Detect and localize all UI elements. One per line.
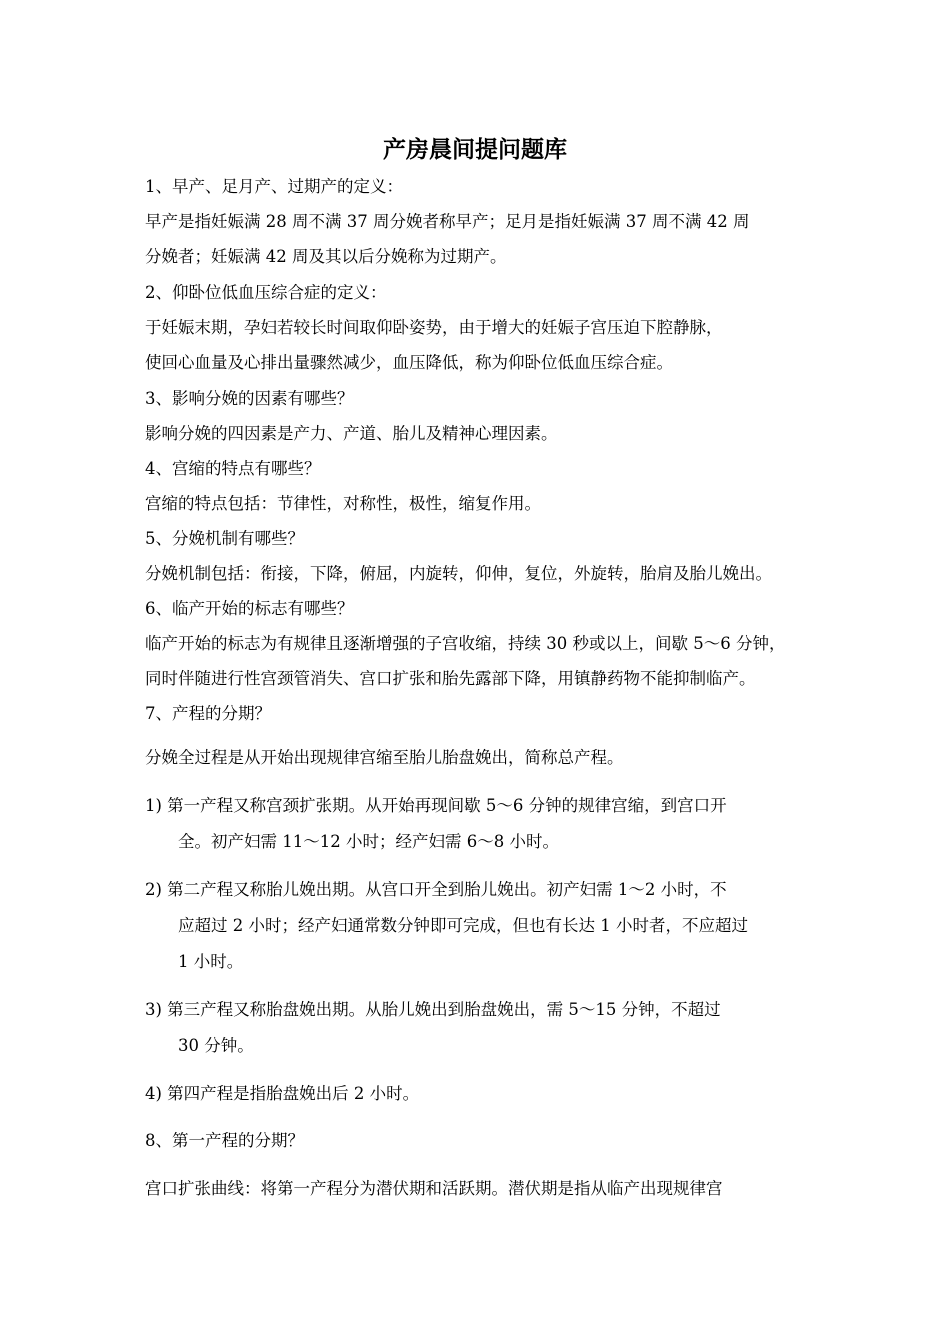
stage-1-line-2: 全。初产妇需 11～12 小时；经产妇需 6～8 小时。 <box>178 832 559 851</box>
question-5-heading: 5、分娩机制有哪些？ <box>145 529 304 548</box>
document-title: 产房晨间提问题库 <box>383 136 567 163</box>
question-6-heading: 6、临产开始的标志有哪些？ <box>145 599 354 618</box>
answer-2-line-1: 于妊娠末期，孕妇若较长时间取仰卧姿势，由于增大的妊娠子宫压迫下腔静脉， <box>145 318 723 337</box>
answer-2-line-2: 使回心血量及心排出量骤然减少，血压降低，称为仰卧位低血压综合症。 <box>145 353 673 372</box>
stage-3-line-2: 30 分钟。 <box>178 1036 254 1055</box>
question-1-heading: 1、早产、足月产、过期产的定义： <box>145 177 403 196</box>
stage-2-line-3: 1 小时。 <box>178 952 244 971</box>
answer-7-intro: 分娩全过程是从开始出现规律宫缩至胎儿胎盘娩出，简称总产程。 <box>145 748 624 767</box>
stage-2-line-2: 应超过 2 小时；经产妇通常数分钟即可完成，但也有长达 1 小时者，不应超过 <box>178 916 748 935</box>
answer-6-line-1: 临产开始的标志为有规律且逐渐增强的子宫收缩，持续 30 秒或以上，间歇 5～6 分钟， <box>145 634 786 653</box>
answer-4-line-1: 宫缩的特点包括：节律性，对称性，极性，缩复作用。 <box>145 494 541 513</box>
question-2-heading: 2、仰卧位低血压综合症的定义： <box>145 283 387 302</box>
stage-2-line-1: 2) 第二产程又称胎儿娩出期。从宫口开全到胎儿娩出。初产妇需 1～2 小时，不 <box>145 880 727 899</box>
answer-6-line-2: 同时伴随进行性宫颈管消失、宫口扩张和胎先露部下降，用镇静药物不能抑制临产。 <box>145 669 756 688</box>
answer-1-line-2: 分娩者；妊娠满 42 周及其以后分娩称为过期产。 <box>145 247 507 266</box>
stage-1-line-1: 1) 第一产程又称宫颈扩张期。从开始再现间歇 5～6 分钟的规律宫缩，到宫口开 <box>145 796 727 815</box>
answer-5-line-1: 分娩机制包括：衔接，下降，俯屈，内旋转，仰伸，复位，外旋转，胎肩及胎儿娩出。 <box>145 564 772 583</box>
question-4-heading: 4、宫缩的特点有哪些？ <box>145 459 321 478</box>
question-7-heading: 7、产程的分期？ <box>145 704 271 723</box>
answer-3-line-1: 影响分娩的四因素是产力、产道、胎儿及精神心理因素。 <box>145 424 558 443</box>
stage-4-line-1: 4) 第四产程是指胎盘娩出后 2 小时。 <box>145 1084 420 1103</box>
question-3-heading: 3、影响分娩的因素有哪些？ <box>145 389 354 408</box>
question-8-heading: 8、第一产程的分期？ <box>145 1131 304 1150</box>
answer-8-line-1: 宫口扩张曲线：将第一产程分为潜伏期和活跃期。潜伏期是指从临产出现规律宫 <box>145 1179 723 1198</box>
answer-1-line-1: 早产是指妊娠满 28 周不满 37 周分娩者称早产；足月是指妊娠满 37 周不满 42 周 <box>145 212 750 231</box>
stage-3-line-1: 3) 第三产程又称胎盘娩出期。从胎儿娩出到胎盘娩出，需 5～15 分钟，不超过 <box>145 1000 721 1019</box>
